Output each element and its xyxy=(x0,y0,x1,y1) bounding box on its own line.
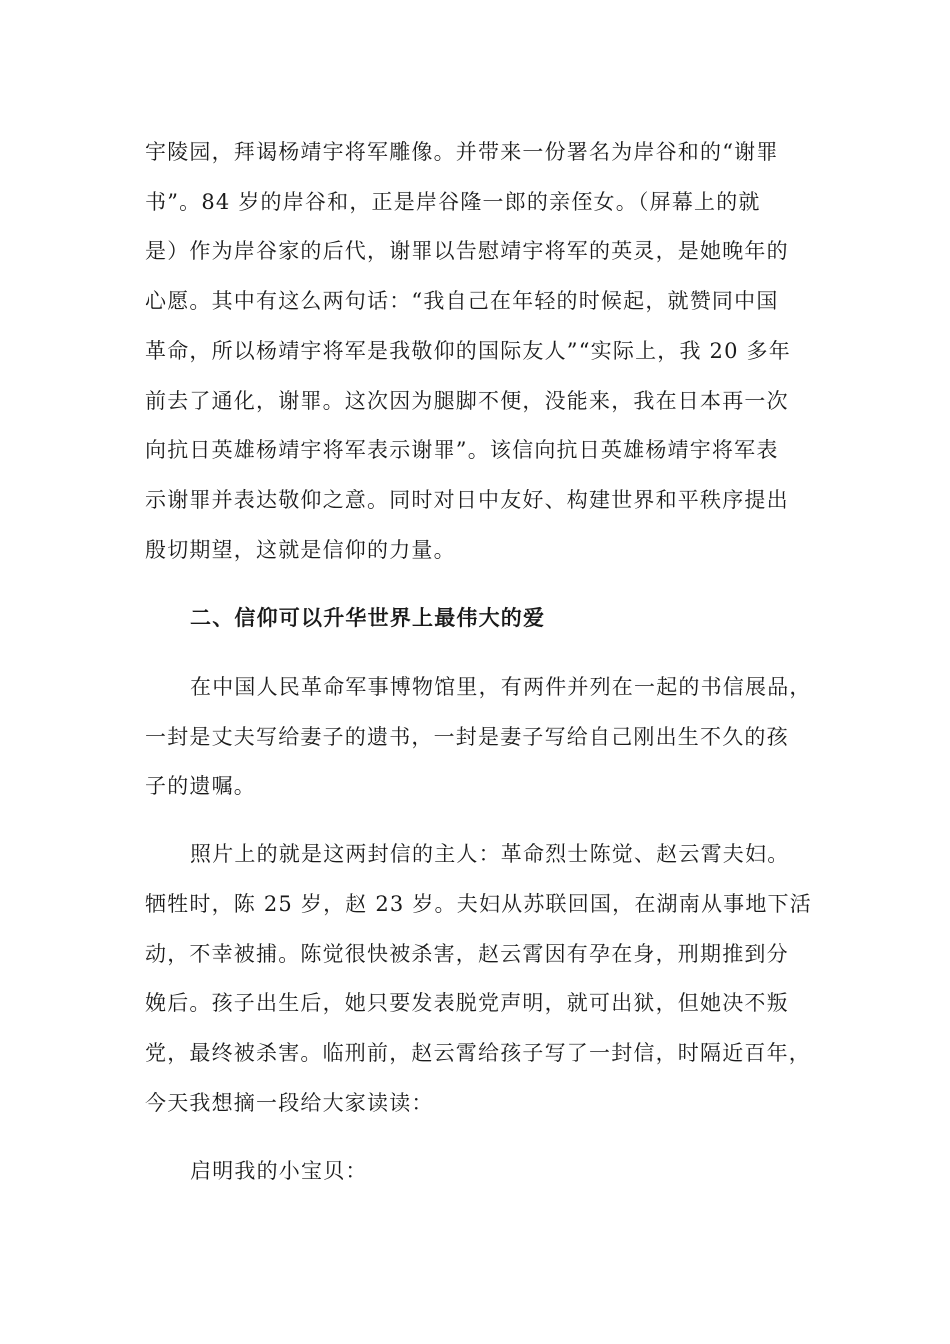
paragraph-2-line-3: 子的遗嘱。 xyxy=(145,774,256,798)
section-heading: 二、信仰可以升华世界上最伟大的爱 xyxy=(190,605,546,630)
paragraph-1-line-3: 是）作为岸谷家的后代，谢罪以告慰靖宇将军的英灵，是她晚年的 xyxy=(145,239,789,263)
paragraph-1-line-6: 前去了通化，谢罪。这次因为腿脚不便，没能来，我在日本再一次 xyxy=(145,389,789,413)
paragraph-3-line-4: 娩后。孩子出生后，她只要发表脱党声明，就可出狱，但她决不叛 xyxy=(145,991,789,1015)
paragraph-2-line-2: 一封是丈夫写给妻子的遗书，一封是妻子写给自己刚出生不久的孩 xyxy=(145,725,789,749)
letter-salutation: 启明我的小宝贝： xyxy=(190,1159,368,1183)
paragraph-1-line-1: 宇陵园，拜谒杨靖宇将军雕像。并带来一份署名为岸谷和的“谢罪 xyxy=(145,140,779,164)
paragraph-3-line-6: 今天我想摘一段给大家读读： xyxy=(145,1091,434,1115)
paragraph-1-line-9: 殷切期望，这就是信仰的力量。 xyxy=(145,538,456,562)
paragraph-3-line-2: 牺牲时，陈 25 岁，赵 23 岁。夫妇从苏联回国，在湖南从事地下活 xyxy=(145,892,812,916)
paragraph-1-line-8: 示谢罪并表达敬仰之意。同时对日中友好、构建世界和平秩序提出 xyxy=(145,488,789,512)
paragraph-1-line-4: 心愿。其中有这么两句话：“我自己在年轻的时候起，就赞同中国 xyxy=(145,289,779,313)
paragraph-2-line-1: 在中国人民革命军事博物馆里，有两件并列在一起的书信展品， xyxy=(190,675,812,699)
paragraph-1-line-5: 革命，所以杨靖宇将军是我敬仰的国际友人”“实际上，我 20 多年 xyxy=(145,339,791,363)
paragraph-3-line-5: 党，最终被杀害。临刑前，赵云霄给孩子写了一封信，时隔近百年， xyxy=(145,1041,811,1065)
paragraph-1-line-2: 书”。84 岁的岸谷和，正是岸谷隆一郎的亲侄女。（屏幕上的就 xyxy=(145,190,761,214)
paragraph-3-line-1: 照片上的就是这两封信的主人：革命烈士陈觉、赵云霄夫妇。 xyxy=(190,842,790,866)
paragraph-3-line-3: 动，不幸被捕。陈觉很快被杀害，赵云霄因有孕在身，刑期推到分 xyxy=(145,942,789,966)
paragraph-1-line-7: 向抗日英雄杨靖宇将军表示谢罪”。该信向抗日英雄杨靖宇将军表 xyxy=(145,438,779,462)
